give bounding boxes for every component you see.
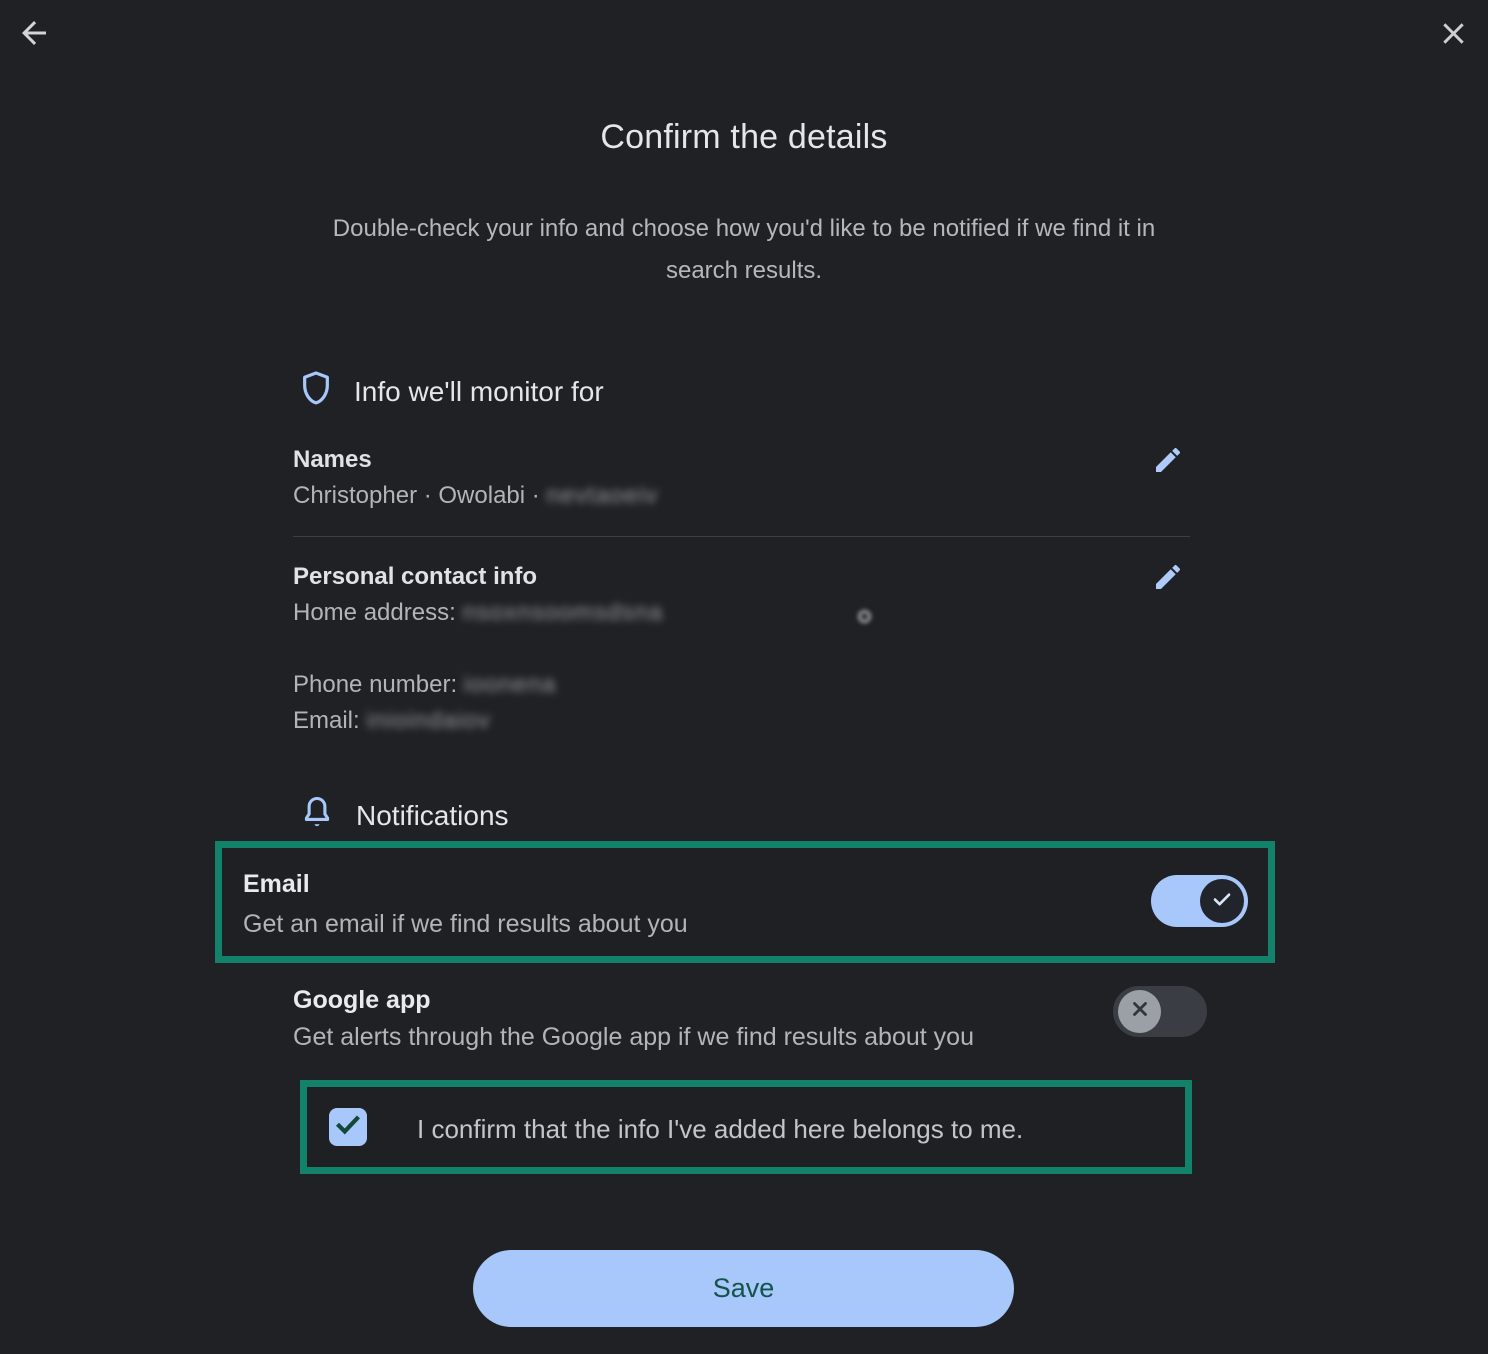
phone-number-redacted: ioonena: [463, 671, 557, 698]
home-address-line: Home address: nsoxnsoomsdsna: [293, 599, 664, 626]
switch-thumb: [1200, 879, 1244, 923]
close-icon: [1436, 39, 1471, 54]
email-toggle-switch[interactable]: [1151, 875, 1248, 927]
app-toggle-switch[interactable]: [1113, 986, 1207, 1037]
shield-icon: [300, 370, 332, 413]
highlight-email-row: [215, 841, 1275, 963]
x-icon: [1128, 997, 1152, 1026]
redacted-fragment: [858, 610, 871, 623]
monitor-section-heading: [300, 370, 604, 413]
names-value: Christopher · Owolabi · nevtaoeiv: [293, 482, 659, 509]
close-button[interactable]: [1436, 16, 1471, 51]
names-label: Names: [293, 446, 372, 473]
confirm-checkbox[interactable]: [329, 1108, 367, 1146]
back-button[interactable]: [16, 15, 52, 51]
phone-number-line: Phone number: ioonena: [293, 671, 557, 698]
pencil-icon: [1152, 581, 1184, 596]
email-toggle-label: Email: [243, 870, 310, 898]
home-address-redacted: nsoxnsoomsdsna: [462, 599, 664, 626]
arrow-left-icon: [16, 39, 52, 54]
contact-label: Personal contact info: [293, 563, 538, 590]
edit-contact-button[interactable]: [1152, 561, 1184, 593]
monitor-section-title: Info we'll monitor for: [354, 375, 604, 407]
email-redacted: inioindaiov: [366, 707, 491, 734]
notifications-section-heading: [300, 794, 509, 837]
check-icon: [333, 1110, 363, 1145]
check-icon: [1209, 886, 1235, 917]
notifications-section-title: Notifications: [356, 799, 509, 831]
bell-icon: [300, 794, 334, 837]
app-toggle-description: Get alerts through the Google app if we find results about you: [293, 1023, 974, 1051]
page-title: Confirm the details: [600, 118, 888, 156]
confirm-checkbox-label: I confirm that the info I've added here belongs to me.: [417, 1114, 1024, 1144]
page-subtitle: Double-check your info and choose how you'd like to be notified if we find it in search results.: [332, 215, 1156, 284]
email-line: Email: inioindaiov: [293, 707, 491, 734]
email-toggle-description: Get an email if we find results about you: [243, 910, 688, 938]
highlight-confirm-row: [300, 1080, 1192, 1174]
pencil-icon: [1152, 464, 1184, 479]
section-divider: [293, 536, 1190, 537]
names-redacted: nevtaoeiv: [546, 482, 659, 509]
app-toggle-label: Google app: [293, 986, 431, 1014]
switch-thumb: [1118, 990, 1161, 1033]
save-button[interactable]: Save: [473, 1250, 1014, 1327]
edit-names-button[interactable]: [1152, 444, 1184, 476]
